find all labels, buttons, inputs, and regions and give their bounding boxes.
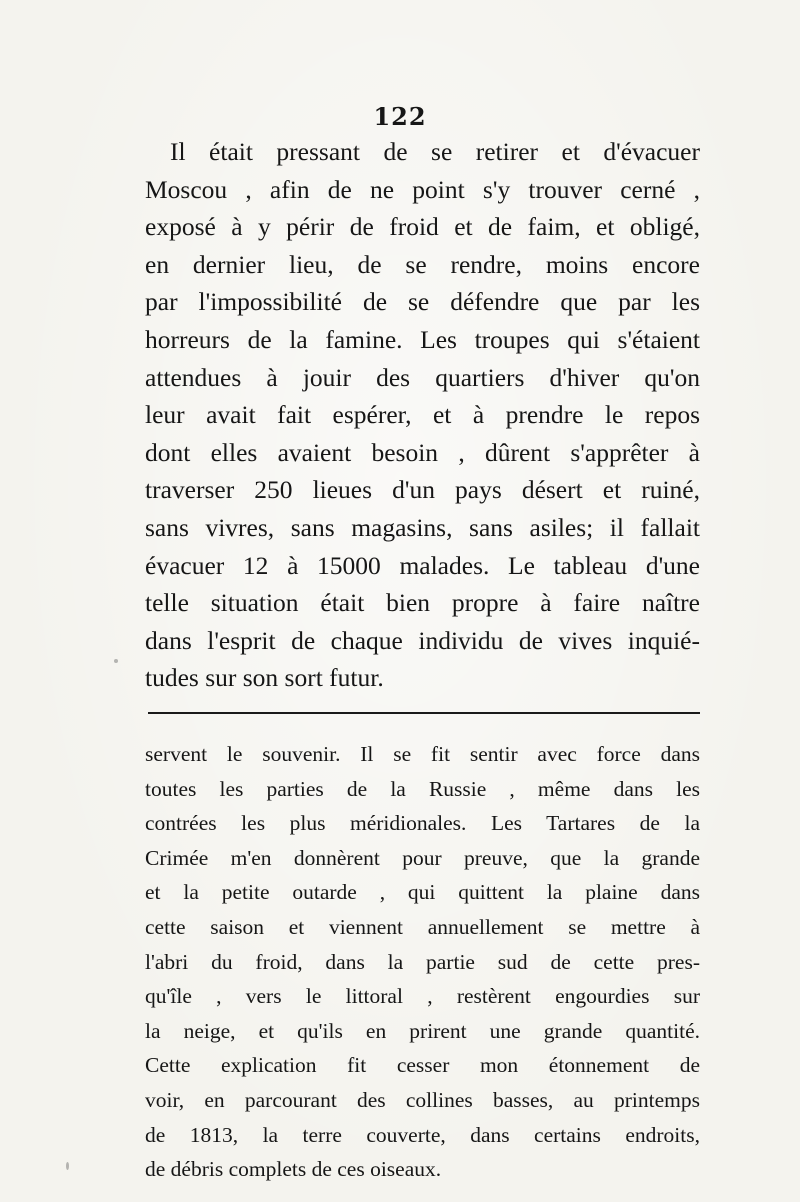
footnote-line: de débris complets de ces oiseaux. xyxy=(145,1157,442,1182)
text-line: exposé à y périr de froid et de faim, et obligé, xyxy=(145,212,700,242)
text-line: attendues à jouir des quartiers d'hiver qu'on xyxy=(145,362,700,392)
text-line: telle situation était bien propre à faire naître xyxy=(145,588,700,618)
text-line: tudes sur son sort futur. xyxy=(145,663,384,693)
footnote-line: l'abri du froid, dans la partie sud de cette pres- xyxy=(145,949,700,974)
text-line: leur avait fait espérer, et à prendre le repos xyxy=(145,400,700,430)
text-line: horreurs de la famine. Les troupes qui s'étaient xyxy=(145,324,700,354)
text-line: évacuer 12 à 15000 malades. Le tableau d'une xyxy=(145,550,700,580)
ink-speck xyxy=(114,659,118,663)
footnote-line: et la petite outarde , qui quittent la plaine dans xyxy=(145,880,700,905)
footnote-line: cette saison et viennent annuellement se mettre à xyxy=(145,914,700,939)
text-line: Moscou , afin de ne point s'y trouver cerné , xyxy=(145,174,700,204)
text-line: dans l'esprit de chaque individu de vives inquié- xyxy=(145,625,700,655)
footnote-line: contrées les plus méridionales. Les Tartares de la xyxy=(145,811,700,836)
page-number: 122 xyxy=(373,102,427,131)
text-line: en dernier lieu, de se rendre, moins encore xyxy=(145,249,700,279)
footnote-line: Crimée m'en donnèrent pour preuve, que la grande xyxy=(145,845,700,870)
text-line: traverser 250 lieues d'un pays désert et ruiné, xyxy=(145,475,700,505)
text-line: Il était pressant de se retirer et d'évacuer xyxy=(170,137,700,166)
footnote-line: servent le souvenir. Il se fit sentir avec force dans xyxy=(145,742,700,766)
footnote-line: voir, en parcourant des collines basses, au printemps xyxy=(145,1087,700,1112)
text-line: dont elles avaient besoin , dûrent s'apprêter à xyxy=(145,437,700,467)
footnote-line: Cette explication fit cesser mon étonnement de xyxy=(145,1053,700,1078)
footnote-line: qu'île , vers le littoral , restèrent engourdies sur xyxy=(145,984,700,1009)
main-paragraph xyxy=(145,133,700,697)
text-line: sans vivres, sans magasins, sans asiles; il fallait xyxy=(145,512,700,542)
footnote-line: la neige, et qu'ils en prirent une grande quantité. xyxy=(145,1018,700,1043)
footnote-line: de 1813, la terre couverte, dans certains endroits, xyxy=(145,1122,700,1147)
footnote-line: toutes les parties de la Russie , même dans les xyxy=(145,776,700,801)
text-line: par l'impossibilité de se défendre que par les xyxy=(145,287,700,317)
footnote-separator-rule xyxy=(148,712,700,714)
footnote-paragraph xyxy=(145,737,700,1187)
ink-speck xyxy=(66,1162,69,1170)
